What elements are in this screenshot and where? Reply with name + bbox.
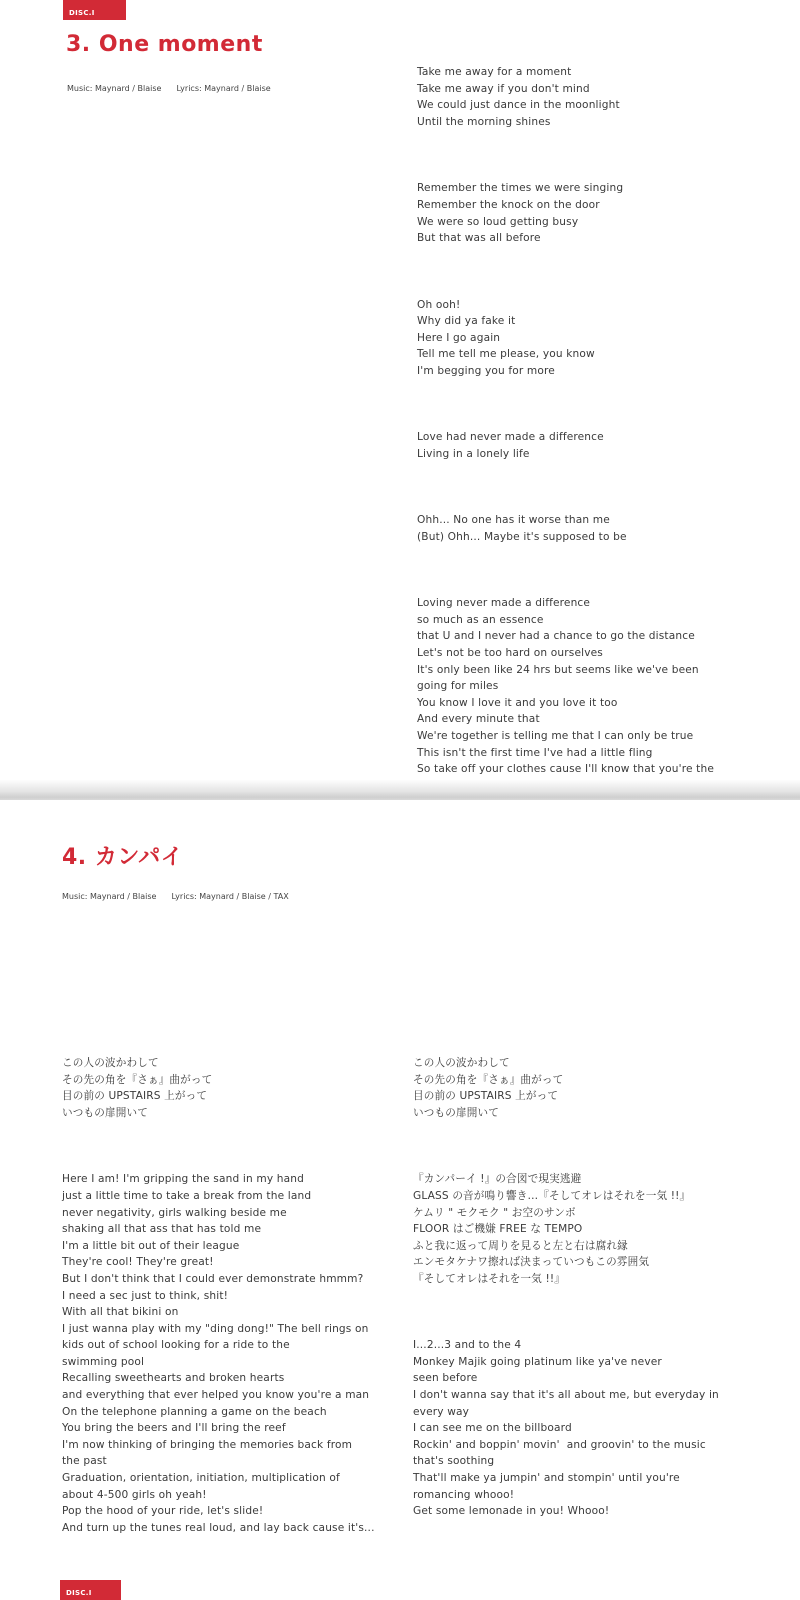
song-title: 4. カンパイ bbox=[62, 845, 184, 870]
lyrics-credit: Lyrics: Maynard / Blaise bbox=[176, 84, 271, 93]
lyrics-stanza: この人の波かわして その先の角を『さぁ』曲がって 目の前の UPSTAIRS 上がって いつもの扉開いて bbox=[62, 1057, 213, 1119]
lyrics-stanza: Ohh... No one has it worse than me (But) Ohh... Maybe it's supposed to be bbox=[417, 514, 627, 543]
lyrics-block bbox=[417, 31, 714, 797]
song-credits bbox=[62, 892, 289, 901]
lyrics-stanza: Here I am! I'm gripping the sand in my hand just a little time to take a break from the land never negativity, girls walking beside me shaking all that ass that has told me I'm a little bit out of their league They're cool! They're great! But I don't think that I could ever demonstrate hmmm? I need a sec just to think, shit! With all that bikini on I just wanna play with my "ding dong!" The bell rings on kids out of school looking for a ride to the swimming pool Recalling sweethearts and broken hearts and everything that ever helped you know you're a man On the telephone planning a game on the beach You bring the beers and I'll bring the reef I'm now thinking of bringing the memories back from the past Graduation, orientation, initiation, multiplication of about 4-500 girls oh yeah! Pop the hood of your ride, let's slide! And turn up the tunes real loud, and lay back cause it's... bbox=[62, 1173, 375, 1534]
lyrics-stanza: Love had never made a difference Living in a lonely life bbox=[417, 431, 604, 460]
lyrics-column-right bbox=[413, 1022, 719, 1553]
disc-label-badge: DISC.I bbox=[60, 1580, 121, 1600]
lyrics-stanza: Take me away for a moment Take me away if you don't mind We could just dance in the moonlight Until the morning shines bbox=[417, 66, 620, 128]
disc-label-badge: DISC.I bbox=[63, 0, 126, 20]
lyrics-stanza: I...2...3 and to the 4 Monkey Majik going platinum like ya've never seen before I don't wanna say that it's all about me, but everyday in every way I can see me on the billboard Rockin' and boppin' movin' and groovin' to the music that's soothing That'll make ya jumpin' and stompin' until you're romancing whooo! Get some lemonade in you! Whooo! bbox=[413, 1339, 719, 1518]
lyrics-stanza: Oh ooh! Why did ya fake it Here I go again Tell me tell me please, you know I'm begging you for more bbox=[417, 298, 595, 377]
lyrics-stanza: Loving never made a difference so much as an essence that U and I never had a chance to go the distance Let's not be too hard on ourselves It's only been like 24 hrs but seems like we've been going for miles You know I love it and you love it too And every minute that We're together is telling me that I can only be true This isn't the first time I've had a little fling So take off your clothes cause I'll know that you're the bbox=[417, 597, 715, 776]
lyrics-stanza: この人の波かわして その先の角を『さぁ』曲がって 目の前の UPSTAIRS 上がって いつもの扉開いて bbox=[413, 1057, 564, 1119]
song-title: 3. One moment bbox=[66, 32, 263, 57]
lyrics-stanza: Remember the times we were singing Remember the knock on the door We were so loud getting busy But that was all before bbox=[417, 182, 624, 245]
lyrics-stanza: 『カンパーイ !』の合図で現実逃避 GLASS の音が鳴り響き…『そしてオレはそれを一気 !!』 ケムリ " モクモク " お空のサンボ FLOOR はご機嫌 FREE な TEMPO ふと我に返って周りを見ると左と右は腐れ縁 エンモタケナワ擦れば決まっていつもこの雰囲気 『そしてオレはそれを一気 !!』 bbox=[413, 1173, 691, 1285]
lyrics-column-left bbox=[62, 1022, 375, 1570]
music-credit: Music: Maynard / Blaise bbox=[62, 892, 157, 901]
top-page bbox=[0, 0, 800, 797]
song-credits bbox=[67, 84, 271, 93]
bottom-page bbox=[0, 800, 800, 1600]
lyrics-credit: Lyrics: Maynard / Blaise / TAX bbox=[171, 892, 289, 901]
music-credit: Music: Maynard / Blaise bbox=[67, 84, 162, 93]
